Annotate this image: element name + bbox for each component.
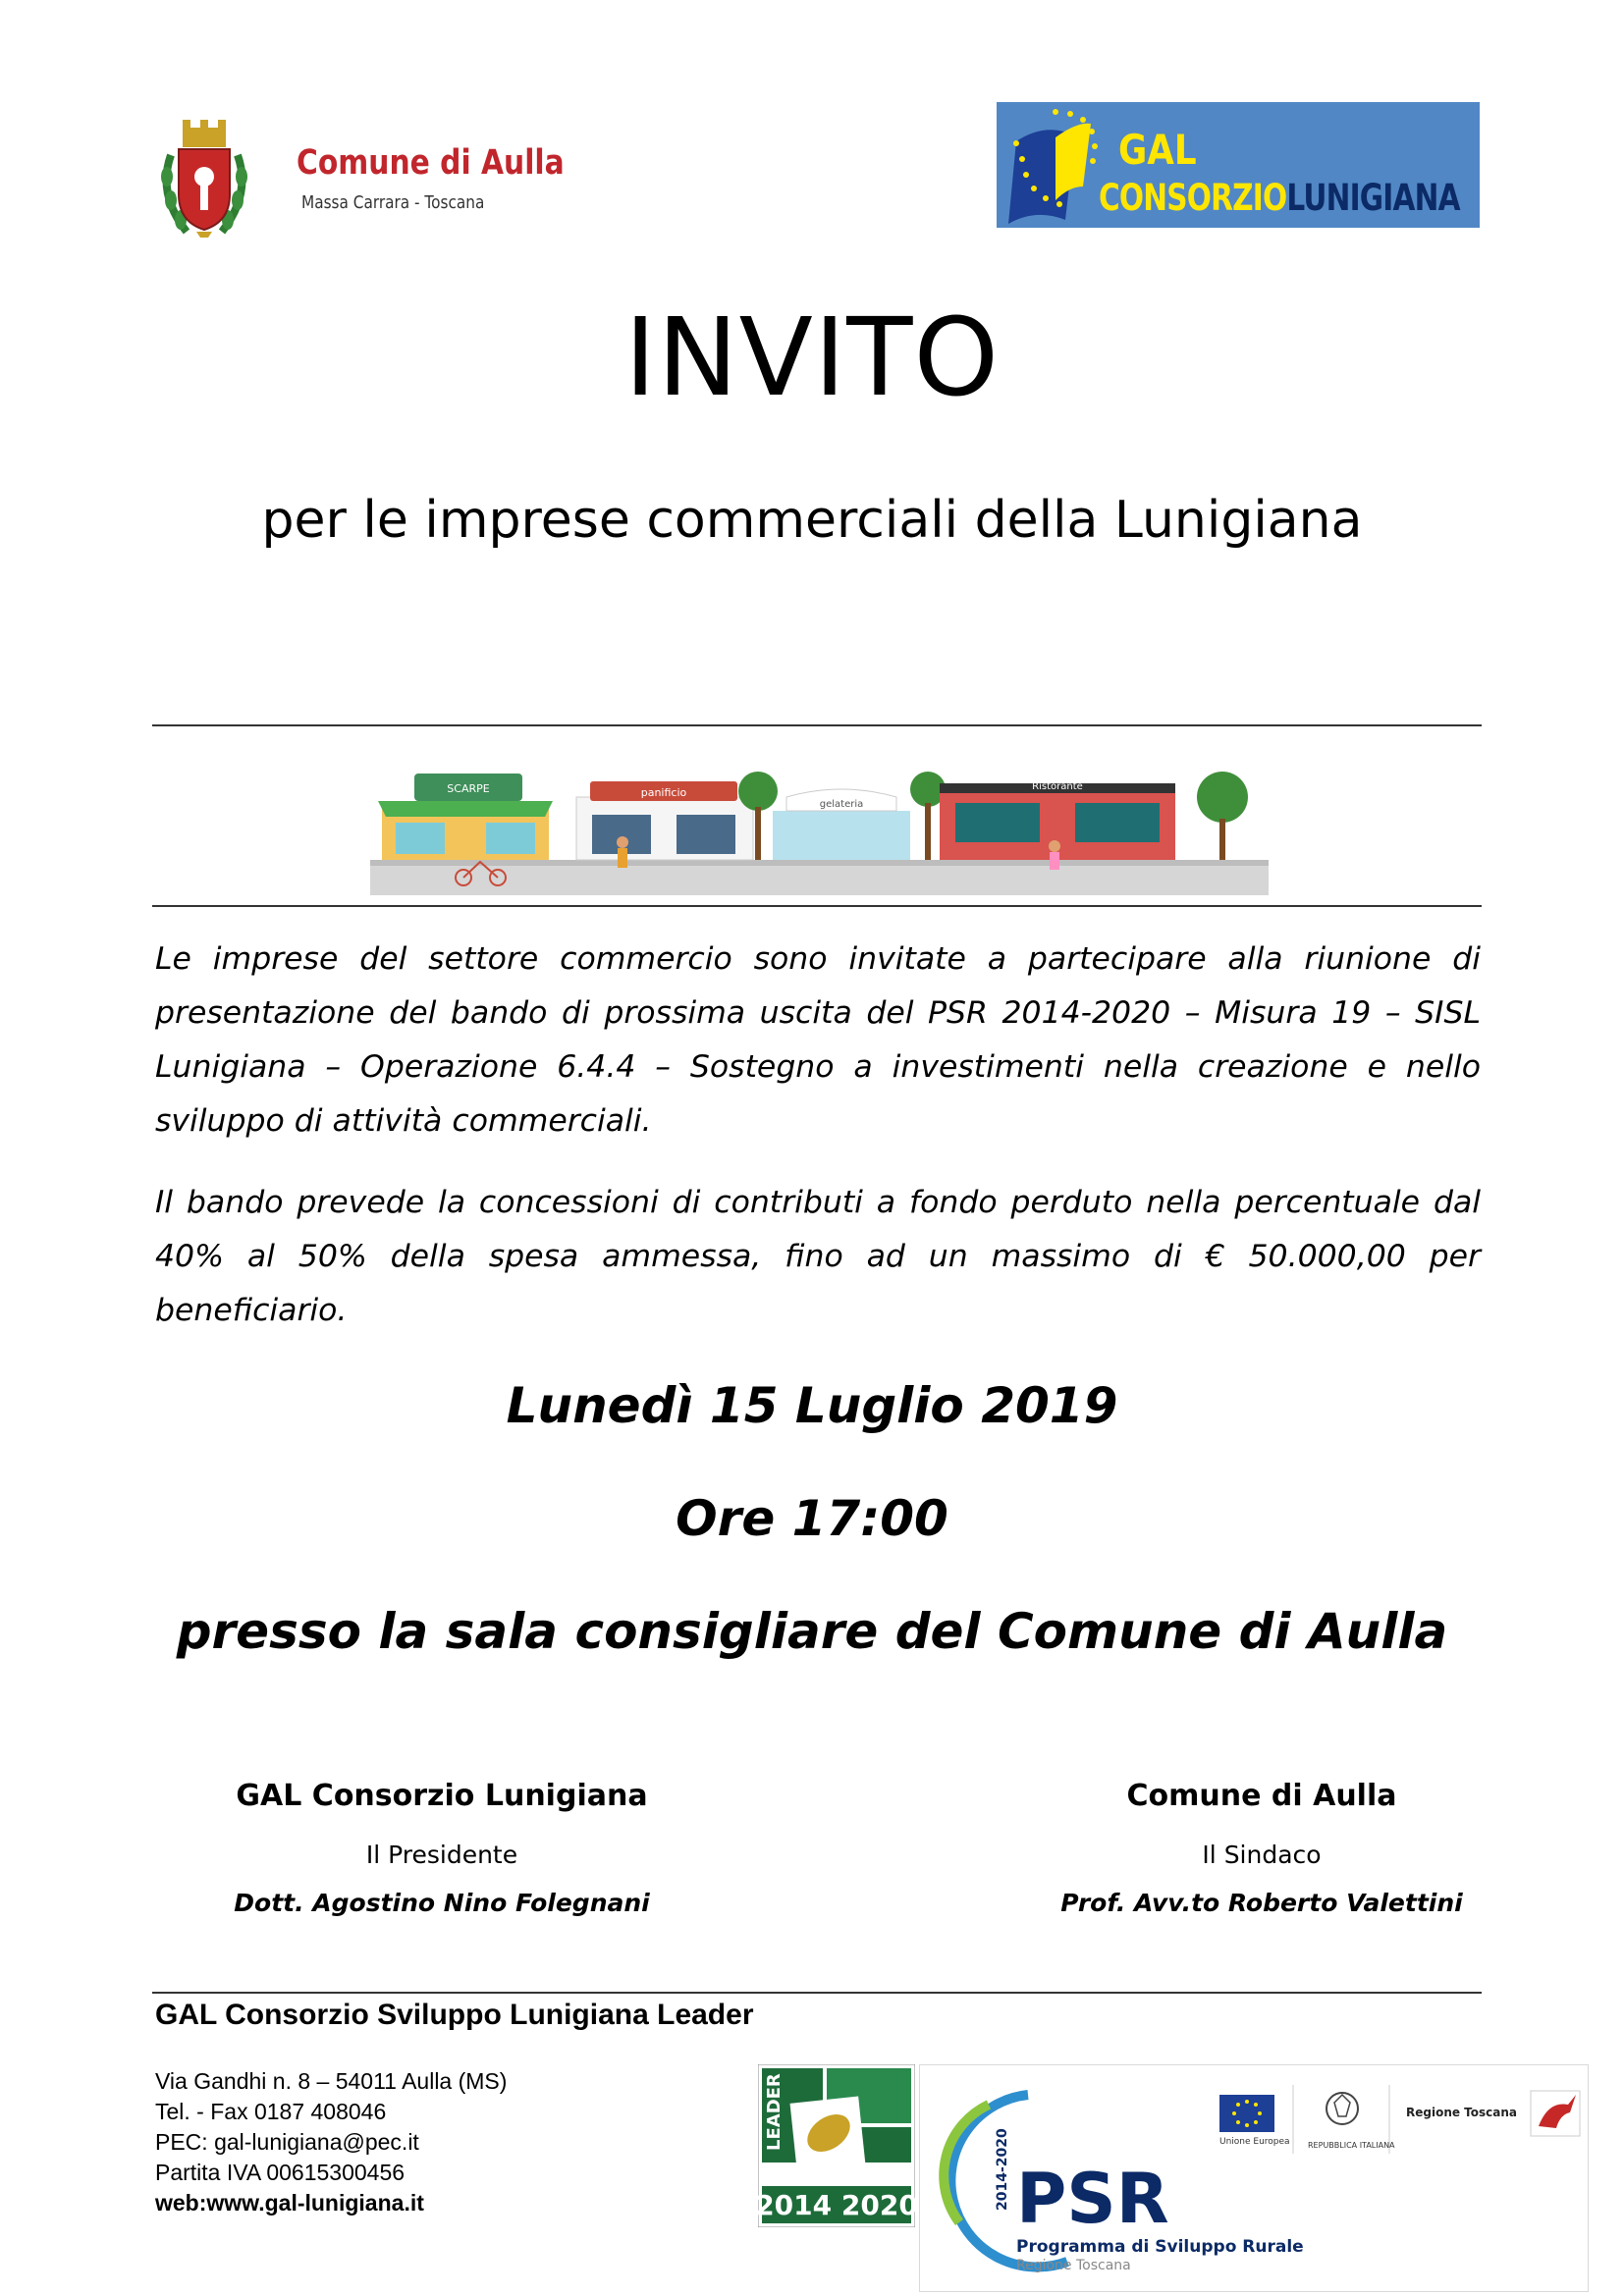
psr-title: PSR [1016, 2159, 1169, 2239]
psr-region: Regione Toscana [1016, 2258, 1131, 2273]
shop-sign-ristorante: Ristorante [1032, 781, 1083, 792]
event-place: presso la sala consigliare del Comune di Aulla [176, 1603, 1448, 1660]
italy-label: REPUBBLICA ITALIANA [1308, 2141, 1395, 2150]
paragraph-contributi: Il bando prevede la concessioni di contributi a fondo perduto nella percentuale dal 40% al 50% della spesa ammessa, fino ad un massimo di € 50.000,00 per beneficiario. [155, 1185, 1481, 1328]
event-date: Lunedì 15 Luglio 2019 [506, 1377, 1118, 1434]
shop-sign-scarpe: SCARPE [447, 782, 490, 795]
event-time: Ore 17:00 [676, 1490, 948, 1547]
shop-sign-gelateria: gelateria [819, 799, 864, 810]
signature-gal-role: Il Presidente [365, 1841, 518, 1869]
gal-logo-subtext [1099, 177, 1460, 219]
footer-vat: Partita IVA 00615300456 [155, 2160, 406, 2185]
signature-comune [982, 1779, 1542, 1917]
page-subtitle: per le imprese commerciali della Lunigiana [261, 491, 1363, 550]
leader-years: 2014 2020 [758, 2189, 915, 2221]
gal-consorzio-logo [997, 102, 1480, 228]
toscana-label: Regione Toscana [1406, 2106, 1518, 2119]
psr-years: 2014-2020 [995, 2128, 1010, 2211]
leader-logo [758, 2064, 915, 2227]
footer-phone: Tel. - Fax 0187 408046 [155, 2099, 387, 2124]
psr-subtitle: Programma di Sviluppo Rurale [1016, 2237, 1304, 2257]
eu-label: Unione Europea [1219, 2137, 1290, 2147]
comune-crest-logo [157, 116, 251, 240]
shop-sign-panificio: panificio [640, 786, 687, 799]
street-shops-illustration [370, 768, 1269, 895]
psr-logos-box [919, 2064, 1589, 2292]
footer-contacts [155, 2066, 507, 2218]
paragraph-intro: Le imprese del settore commercio sono invitate a partecipare alla riunione di presentazione del bando di prossima uscita del PSR 2014-2020 – Misura 19 – SISL Lunigiana – Operazione 6.4.4 – Sostegno a investimenti nella creazione e nello sviluppo di attività commerciali. [155, 941, 1481, 1139]
signature-gal-name: Dott. Agostino Nino Folegnani [234, 1889, 650, 1917]
signature-comune-name: Prof. Avv.to Roberto Valettini [1060, 1889, 1463, 1917]
leader-text: LEADER [764, 2073, 785, 2151]
footer-pec: PEC: gal-lunigiana@pec.it [155, 2129, 419, 2155]
comune-subtitle: Massa Carrara - Toscana [301, 192, 485, 213]
page-title: INVITO [623, 294, 1001, 420]
signature-comune-org: Comune di Aulla [1126, 1779, 1397, 1813]
footer-web-link[interactable]: web:www.gal-lunigiana.it [155, 2190, 424, 2216]
signature-gal [167, 1779, 717, 1917]
divider-middle [152, 905, 1482, 907]
footer-address: Via Gandhi n. 8 – 54011 Aulla (MS) [155, 2068, 508, 2094]
gal-logo-text: GAL [1118, 126, 1197, 174]
gal-logo-consorzio: CONSORZIO [1099, 177, 1287, 219]
gal-logo-lunigiana: LUNIGIANA [1286, 177, 1460, 219]
signature-gal-org: GAL Consorzio Lunigiana [236, 1779, 648, 1813]
footer-title: GAL Consorzio Sviluppo Lunigiana Leader [155, 1999, 754, 2031]
comune-name: Comune di Aulla [297, 143, 565, 183]
divider-footer [152, 1992, 1482, 1994]
divider-top [152, 724, 1482, 726]
signature-comune-role: Il Sindaco [1202, 1841, 1322, 1869]
